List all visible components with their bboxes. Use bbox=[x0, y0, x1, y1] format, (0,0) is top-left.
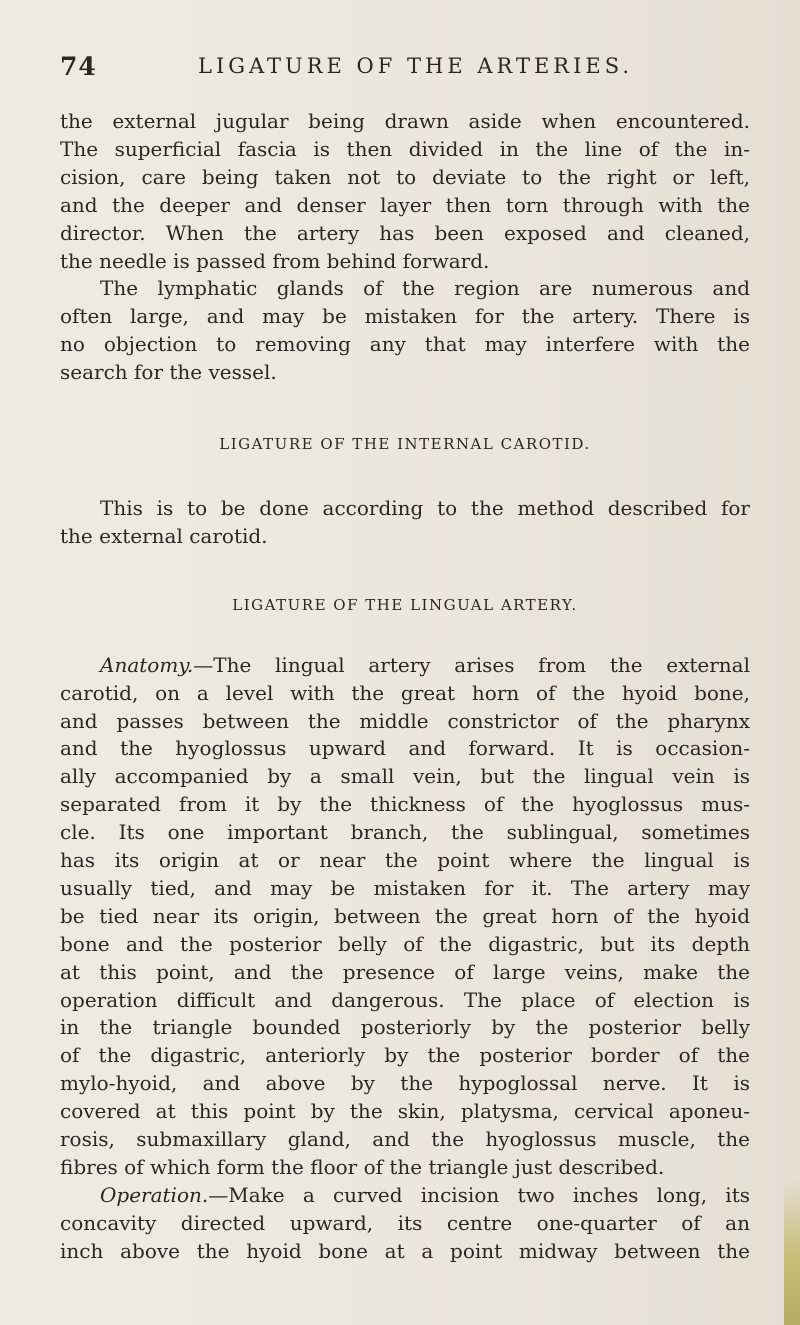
text-line: and the deeper and denser layer then torn through with the bbox=[60, 192, 750, 217]
section-heading-internal-carotid: LIGATURE OF THE INTERNAL CAROTID. bbox=[219, 435, 591, 454]
text-line: inch above the hyoid bone at a point midway between the bbox=[60, 1238, 750, 1263]
operation-label: Operation. bbox=[100, 1182, 209, 1207]
text-line: the external carotid. bbox=[60, 523, 268, 548]
text-line: search for the vessel. bbox=[60, 360, 277, 385]
body-text bbox=[60, 108, 750, 1266]
anatomy-label: Anatomy. bbox=[100, 652, 194, 677]
anatomy-first-line: —The lingual artery arises from the external bbox=[193, 652, 750, 677]
text-line: operation difficult and dangerous. The place of election is bbox=[60, 987, 750, 1012]
text-line: of the digastric, anteriorly by the posterior border of the bbox=[60, 1043, 750, 1068]
text-line: director. When the artery has been exposed and cleaned, bbox=[60, 220, 750, 245]
paragraph-internal-carotid bbox=[60, 495, 750, 551]
text-line: no objection to removing any that may interfere with the bbox=[60, 332, 750, 357]
text-line: cision, care being taken not to deviate to the right or left, bbox=[60, 164, 750, 189]
text-line: the external jugular being drawn aside when encountered. bbox=[60, 109, 750, 133]
text-line: covered at this point by the skin, platysma, cervical aponeu- bbox=[60, 1099, 750, 1124]
text-line: fibres of which form the floor of the triangle just described. bbox=[60, 1155, 665, 1179]
text-line: concavity directed upward, its centre one-quarter of an bbox=[60, 1210, 750, 1235]
text-line: usually tied, and may be mistaken for it. The artery may bbox=[60, 875, 750, 900]
running-title: LIGATURE OF THE ARTERIES. bbox=[198, 54, 634, 78]
text-line: ally accompanied by a small vein, but the lingual vein is bbox=[60, 764, 750, 789]
text-line: This is to be done according to the method described for bbox=[100, 495, 750, 520]
text-line: mylo-hyoid, and above by the hypoglossal nerve. It is bbox=[60, 1071, 750, 1096]
text-line: cle. Its one important branch, the sublingual, sometimes bbox=[60, 820, 750, 845]
text-line: be tied near its origin, between the great horn of the hyoid bbox=[60, 903, 750, 928]
text-line: and passes between the middle constrictor of the pharynx bbox=[60, 708, 750, 733]
page-edge-stain bbox=[784, 1180, 800, 1325]
text-line: the needle is passed from behind forward. bbox=[60, 248, 490, 273]
paragraph-operation bbox=[60, 1182, 750, 1266]
text-line bbox=[60, 1182, 750, 1210]
running-head bbox=[60, 52, 750, 88]
text-line: has its origin at or near the point where the lingual is bbox=[60, 848, 750, 873]
paragraph-continuation bbox=[60, 108, 750, 275]
text-line: and the hyoglossus upward and forward. It is occasion- bbox=[60, 736, 750, 761]
text-line: carotid, on a level with the great horn of the hyoid bone, bbox=[60, 680, 750, 705]
text-line bbox=[60, 652, 750, 680]
text-line: bone and the posterior belly of the digastric, but its depth bbox=[60, 931, 750, 956]
section-heading-lingual: LIGATURE OF THE LINGUAL ARTERY. bbox=[232, 595, 578, 614]
text-line: The superficial fascia is then divided in the line of the in- bbox=[60, 136, 750, 161]
page-number: 74 bbox=[60, 52, 97, 81]
text-line: often large, and may be mistaken for the artery. There is bbox=[60, 304, 750, 329]
text-line: at this point, and the presence of large veins, make the bbox=[60, 959, 750, 984]
paragraph-anatomy bbox=[60, 652, 750, 1182]
operation-first-line: —Make a curved incision two inches long, its bbox=[208, 1182, 750, 1207]
paragraph-lymphatic bbox=[60, 275, 750, 387]
text-line: rosis, submaxillary gland, and the hyoglossus muscle, the bbox=[60, 1127, 750, 1152]
text-line: in the triangle bounded posteriorly by the posterior belly bbox=[60, 1015, 750, 1040]
text-line: separated from it by the thickness of the hyoglossus mus- bbox=[60, 792, 750, 817]
text-line: The lymphatic glands of the region are numerous and bbox=[100, 276, 750, 301]
